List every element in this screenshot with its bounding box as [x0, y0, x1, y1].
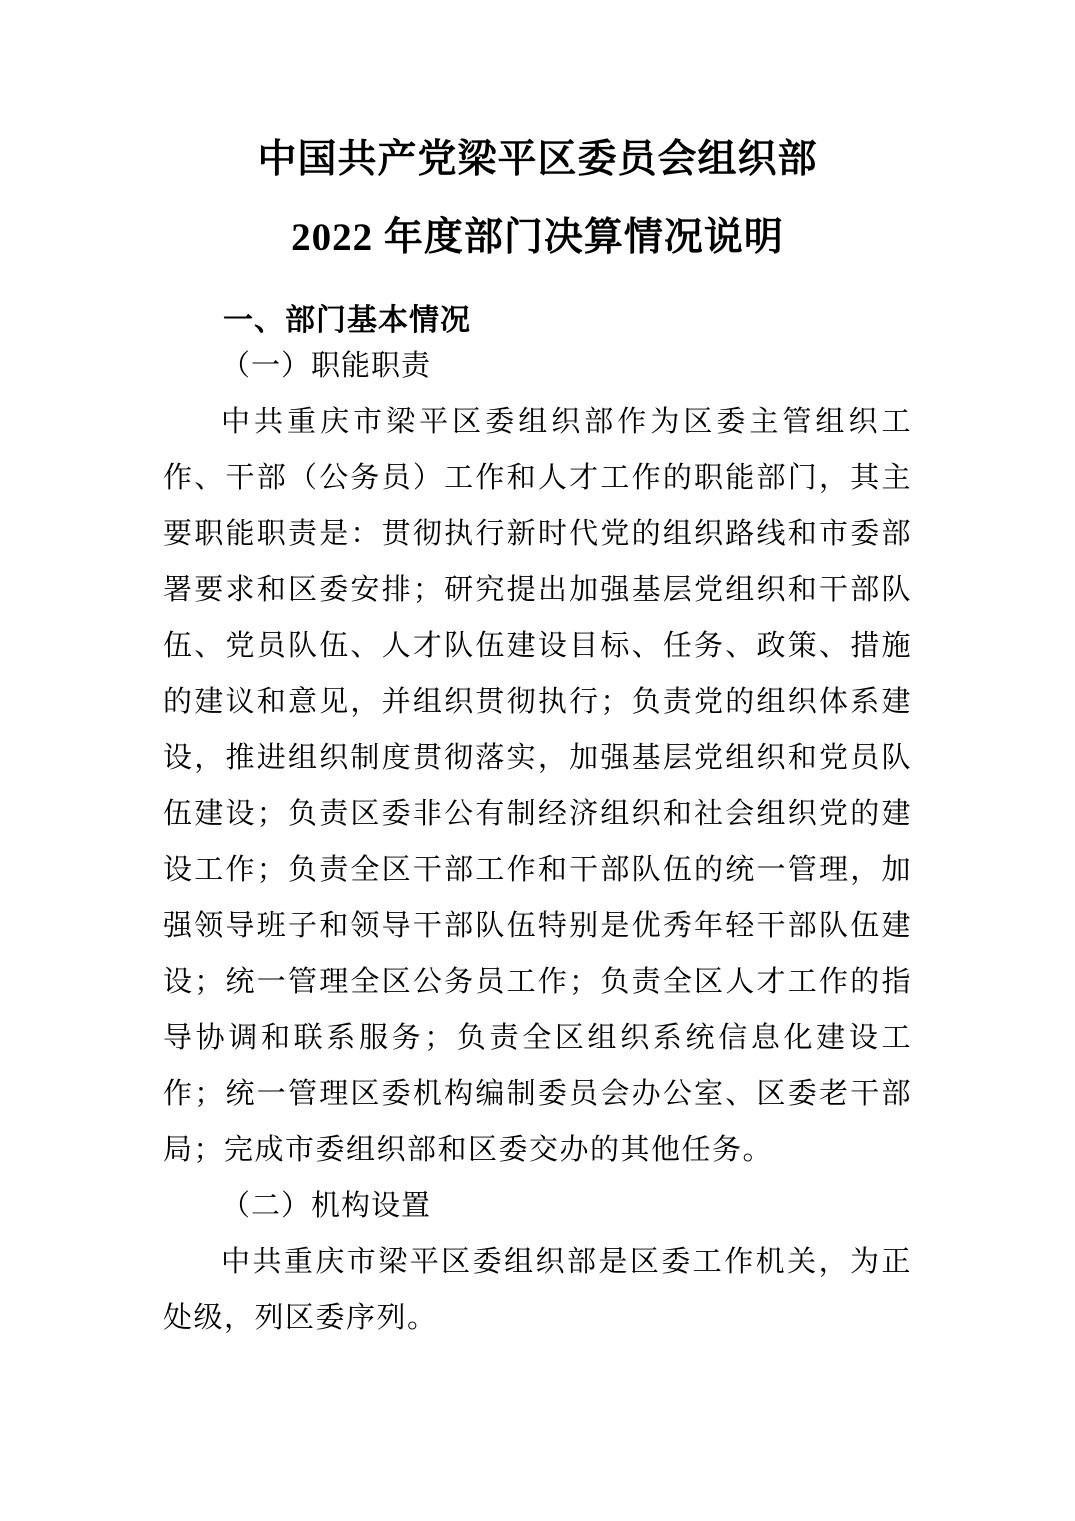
section-heading-basic-information: 一、部门基本情况 [223, 304, 471, 337]
subsection-heading-functions-duties: （一）职能职责 [221, 350, 432, 382]
document-title-line2: 2022 年度部门决算情况说明 [291, 216, 784, 259]
paragraph-functions-duties: 中共重庆市梁平区委组织部作为区委主管组织工作、干部（公务员）工作和人才工作的职能部门，其主要职能职责是：贯彻执行新时代党的组织路线和市委部署要求和区委安排；研究提出加强基层党组织和干部队伍、党员队伍、人才队伍建设目标、任务、政策、措施的建议和意见，并组织贯彻执行；负责党的组织体系建设，推进组织制度贯彻落实，加强基层党组织和党员队伍建设；负责区委非公有制经济组织和社会组织党的建设工作；负责全区干部工作和干部队伍的统一管理，加强领导班子和领导干部队伍特别是优秀年轻干部队伍建设；统一管理全区公务员工作；负责全区人才工作的指导协调和联系服务；负责全区组织系统信息化建设工作；统一管理区委机构编制委员会办公室、区委老干部局；完成市委组织部和区委交办的其他任务。 [163, 406, 912, 1166]
document-title-line1: 中国共产党梁平区委员会组织部 [257, 138, 818, 181]
paragraph-organization-setup: 中共重庆市梁平区委组织部是区委工作机关，为正处级，列区委序列。 [163, 1246, 912, 1334]
subsection-heading-organization-setup: （二）机构设置 [221, 1190, 432, 1222]
